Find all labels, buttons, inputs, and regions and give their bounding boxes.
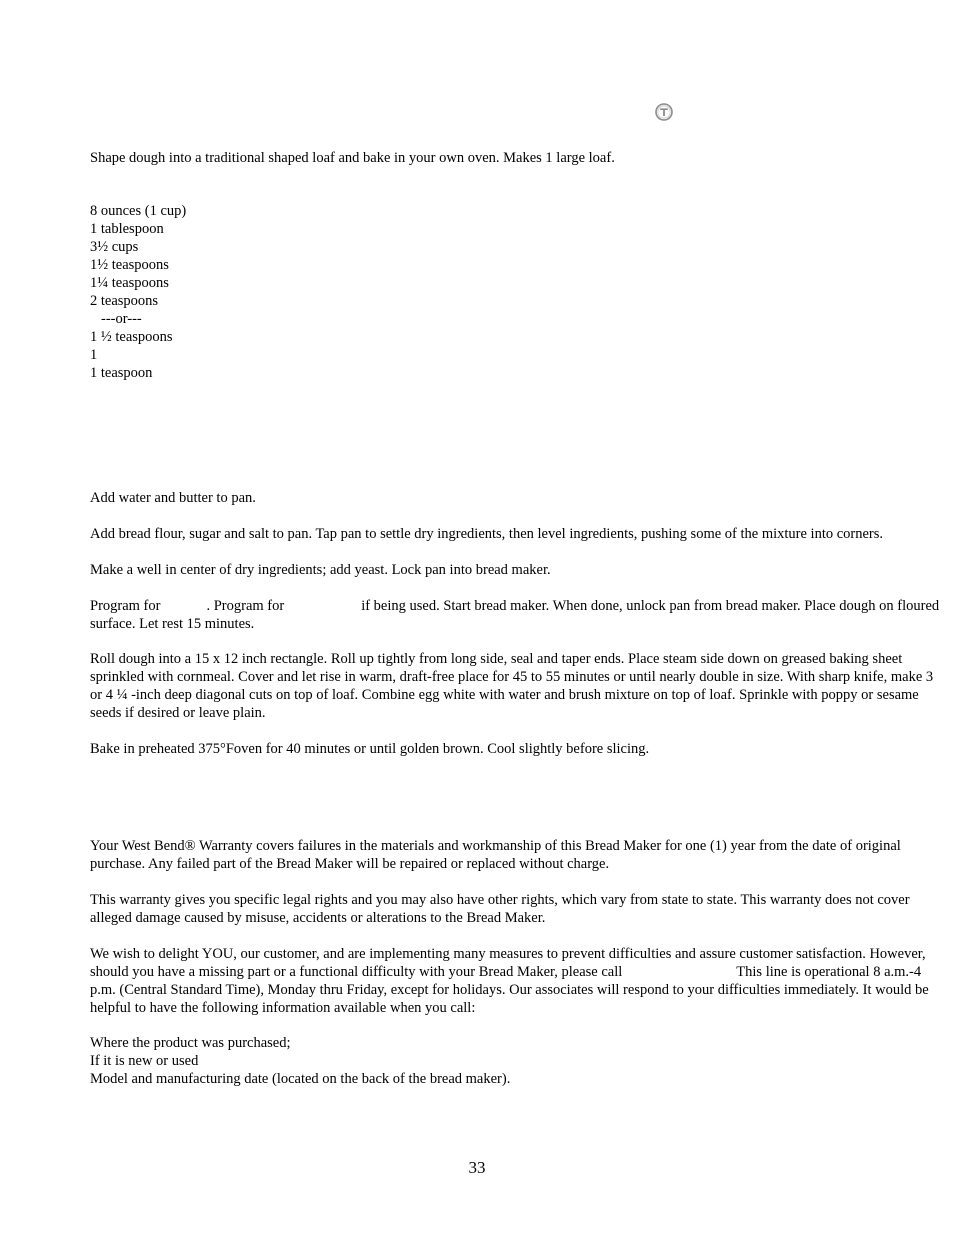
warranty-legal-rights: This warranty gives you specific legal rights and you may also have other rights, which vary from state to state. This warranty does not cover alleged damage caused by misuse, accidents or alterations to the Bread Maker.	[90, 892, 910, 926]
step-shape-loaf: Roll dough into a 15 x 12 inch rectangle. Roll up tightly from long side, seal and taper ends. Place steam side down on greased baking sheet sprinkled with cornmeal. Cover and let rise in warm, draft-free place for 45 to 55 minutes or until nearly double in size. With sharp knife, make 3 or 4 ¼ -inch deep diagonal cuts on top of loaf. Combine egg white with water and brush mixture on top of loaf. Sprinkle with poppy or sesame seeds if desired or leave plain.	[90, 651, 934, 721]
warranty-service-text: We wish to delight YOU, our customer, and are implementing many measures to prevent difficulties and assure customer satisfaction. However, should you have a missing part or a functional difficulty with your Bread Maker, please call	[90, 946, 926, 980]
step-add-flour: Add bread flour, sugar and salt to pan. Tap pan to settle dry ingredients, then level ingredients, pushing some of the mixture into corners.	[90, 526, 884, 542]
ingredient-amount: 1½ teaspoons	[90, 257, 169, 273]
ingredient-or-separator: ---or---	[101, 311, 142, 327]
ingredient-amount: 1 ½ teaspoons	[90, 329, 173, 345]
step-add-yeast: Make a well in center of dry ingredients; add yeast. Lock pan into bread maker.	[90, 562, 551, 578]
ingredient-amount: 1¼ teaspoons	[90, 275, 169, 291]
ingredient-amount: 1 teaspoon	[90, 365, 153, 381]
ingredient-amount: 8 ounces (1 cup)	[90, 203, 187, 219]
step-add-water: Add water and butter to pan.	[90, 490, 256, 506]
warranty-customer-service	[90, 945, 948, 1017]
ingredient-amount: 1	[90, 347, 98, 363]
step-program	[90, 597, 948, 633]
page-number: 33	[468, 1158, 486, 1177]
ingredient-amount: 1 tablespoon	[90, 221, 164, 237]
step-program-text: . Program for	[206, 598, 285, 614]
recipe-intro: Shape dough into a traditional shaped loaf and bake in your own oven. Makes 1 large loaf.	[90, 150, 615, 166]
warranty-service-text: This line is operational 8 a.m.-4 p.m. (Central Standard Time), Monday thru Friday, except for holidays. Our associates will respond to your difficulties immediately. It would be helpful to have the following information available when you call:	[90, 964, 929, 1016]
warranty-info-item: If it is new or used	[90, 1053, 199, 1069]
step-bake: Bake in preheated 375°Foven for 40 minutes or until golden brown. Cool slightly before slicing.	[90, 741, 650, 757]
step-program-text: Program for	[90, 598, 161, 614]
warranty-info-item: Where the product was purchased;	[90, 1035, 291, 1051]
warranty-info-item: Model and manufacturing date (located on the back of the bread maker).	[90, 1071, 511, 1087]
ingredient-amount: 2 teaspoons	[90, 293, 159, 309]
warranty-coverage: Your West Bend® Warranty covers failures in the materials and workmanship of this Bread Maker for one (1) year from the date of original purchase. Any failed part of the Bread Maker will be repaired or replaced without charge.	[90, 838, 901, 872]
step-program-text: if being used. Start bread maker. When done, unlock pan from bread maker. Place dough on floured surface. Let rest 15 minutes.	[90, 598, 940, 632]
ingredient-amount: 3½ cups	[90, 239, 139, 255]
circled-t-icon	[655, 103, 673, 121]
